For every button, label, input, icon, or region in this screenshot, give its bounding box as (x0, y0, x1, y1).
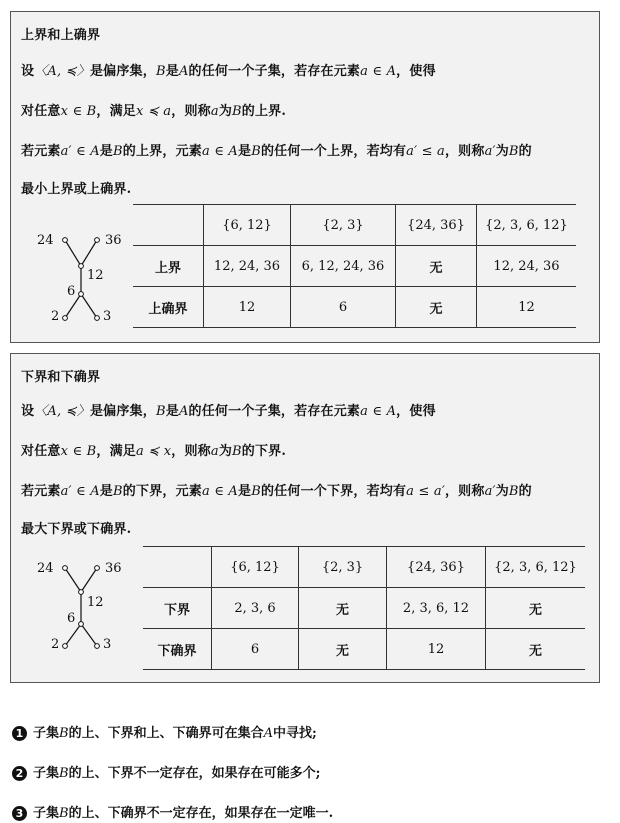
table-cell: 12, 24, 36 (204, 246, 291, 287)
definition-line-3: 若元素a′ ∈ A是B的上界，元素a ∈ A是B的任何一个上界，若均有a′ ≤ a，则称a′为B的 (21, 144, 532, 159)
definition-line-2: 对任意x ∈ B，满足x ≼ a，则称a为B的上界. (21, 104, 287, 119)
node-label-12: 12 (87, 595, 104, 610)
node-label-2: 2 (51, 309, 60, 322)
table-cell: 无 (486, 588, 586, 629)
note-3: 3 子集B的上、下确界不一定存在，如果存在一定唯一. (12, 802, 333, 821)
node-label-36: 36 (105, 233, 122, 248)
row-label: 下界 (143, 588, 212, 629)
table-row (133, 287, 576, 328)
table-header-row (143, 547, 585, 588)
table-header-row (133, 205, 576, 246)
table-header-cell: {24, 36} (387, 547, 486, 588)
definition-line-4: 最大下界或下确界. (21, 522, 132, 537)
table-cell: 无 (299, 629, 387, 670)
table-header-cell: {6, 12} (212, 547, 299, 588)
node-label-6: 6 (67, 611, 76, 626)
table-cell: 无 (486, 629, 586, 670)
section-title: 下界和下确界 (21, 370, 101, 385)
table-cell: 6 (212, 629, 299, 670)
table-cell: 12 (387, 629, 486, 670)
number-badge-icon: 3 (12, 806, 27, 821)
table-header-cell (143, 547, 212, 588)
node-label-2: 2 (51, 637, 60, 652)
upper-bound-section (10, 11, 600, 343)
table-row (143, 629, 585, 670)
table-cell: 无 (396, 287, 477, 328)
table-header-cell: {2, 3, 6, 12} (477, 205, 577, 246)
table-cell: 6 (291, 287, 396, 328)
table-cell: 无 (396, 246, 477, 287)
node-label-36: 36 (105, 561, 122, 576)
table-cell: 无 (299, 588, 387, 629)
row-label: 上确界 (133, 287, 204, 328)
table-header-cell: {2, 3} (291, 205, 396, 246)
definition-line-2: 对任意x ∈ B，满足a ≼ x，则称a为B的下界. (21, 444, 287, 459)
row-label: 上界 (133, 246, 204, 287)
table-header-cell: {24, 36} (396, 205, 477, 246)
table-cell: 6, 12, 24, 36 (291, 246, 396, 287)
table-cell: 12 (204, 287, 291, 328)
table-header-cell: {2, 3} (299, 547, 387, 588)
table-cell: 12 (477, 287, 577, 328)
table-row (133, 246, 576, 287)
definition-line-3: 若元素a′ ∈ A是B的下界，元素a ∈ A是B的任何一个下界，若均有a ≤ a′，则称a′为B的 (21, 484, 532, 499)
node-label-3: 3 (103, 637, 112, 652)
table-row (143, 588, 585, 629)
node-label-12: 12 (87, 268, 104, 283)
row-label: 下确界 (143, 629, 212, 670)
definition-line-4: 最小上界或上确界. (21, 182, 132, 197)
node-label-6: 6 (67, 284, 76, 299)
hasse-diagram (25, 212, 135, 322)
upper-bound-table (133, 204, 576, 328)
node-label-24: 24 (37, 233, 54, 248)
table-cell: 2, 3, 6, 12 (387, 588, 486, 629)
node-label-3: 3 (103, 309, 112, 322)
definition-line-1: 设〈A, ≼〉是偏序集，B是A的任何一个子集，若存在元素a ∈ A，使得 (21, 64, 436, 79)
table-cell: 12, 24, 36 (477, 246, 577, 287)
lower-bound-table (143, 546, 585, 670)
lower-bound-section (10, 353, 600, 683)
hasse-diagram (25, 554, 135, 664)
table-header-cell: {6, 12} (204, 205, 291, 246)
node-label-24: 24 (37, 561, 54, 576)
section-title: 上界和上确界 (21, 28, 101, 43)
table-cell: 2, 3, 6 (212, 588, 299, 629)
definition-line-1: 设〈A, ≼〉是偏序集，B是A的任何一个子集，若存在元素a ∈ A，使得 (21, 404, 436, 419)
number-badge-icon: 1 (12, 726, 27, 741)
table-header-cell (133, 205, 204, 246)
note-1: 1 子集B的上、下界和上、下确界可在集合A中寻找; (12, 722, 317, 741)
table-header-cell: {2, 3, 6, 12} (486, 547, 586, 588)
number-badge-icon: 2 (12, 766, 27, 781)
note-2: 2 子集B的上、下界不一定存在，如果存在可能多个; (12, 762, 320, 781)
